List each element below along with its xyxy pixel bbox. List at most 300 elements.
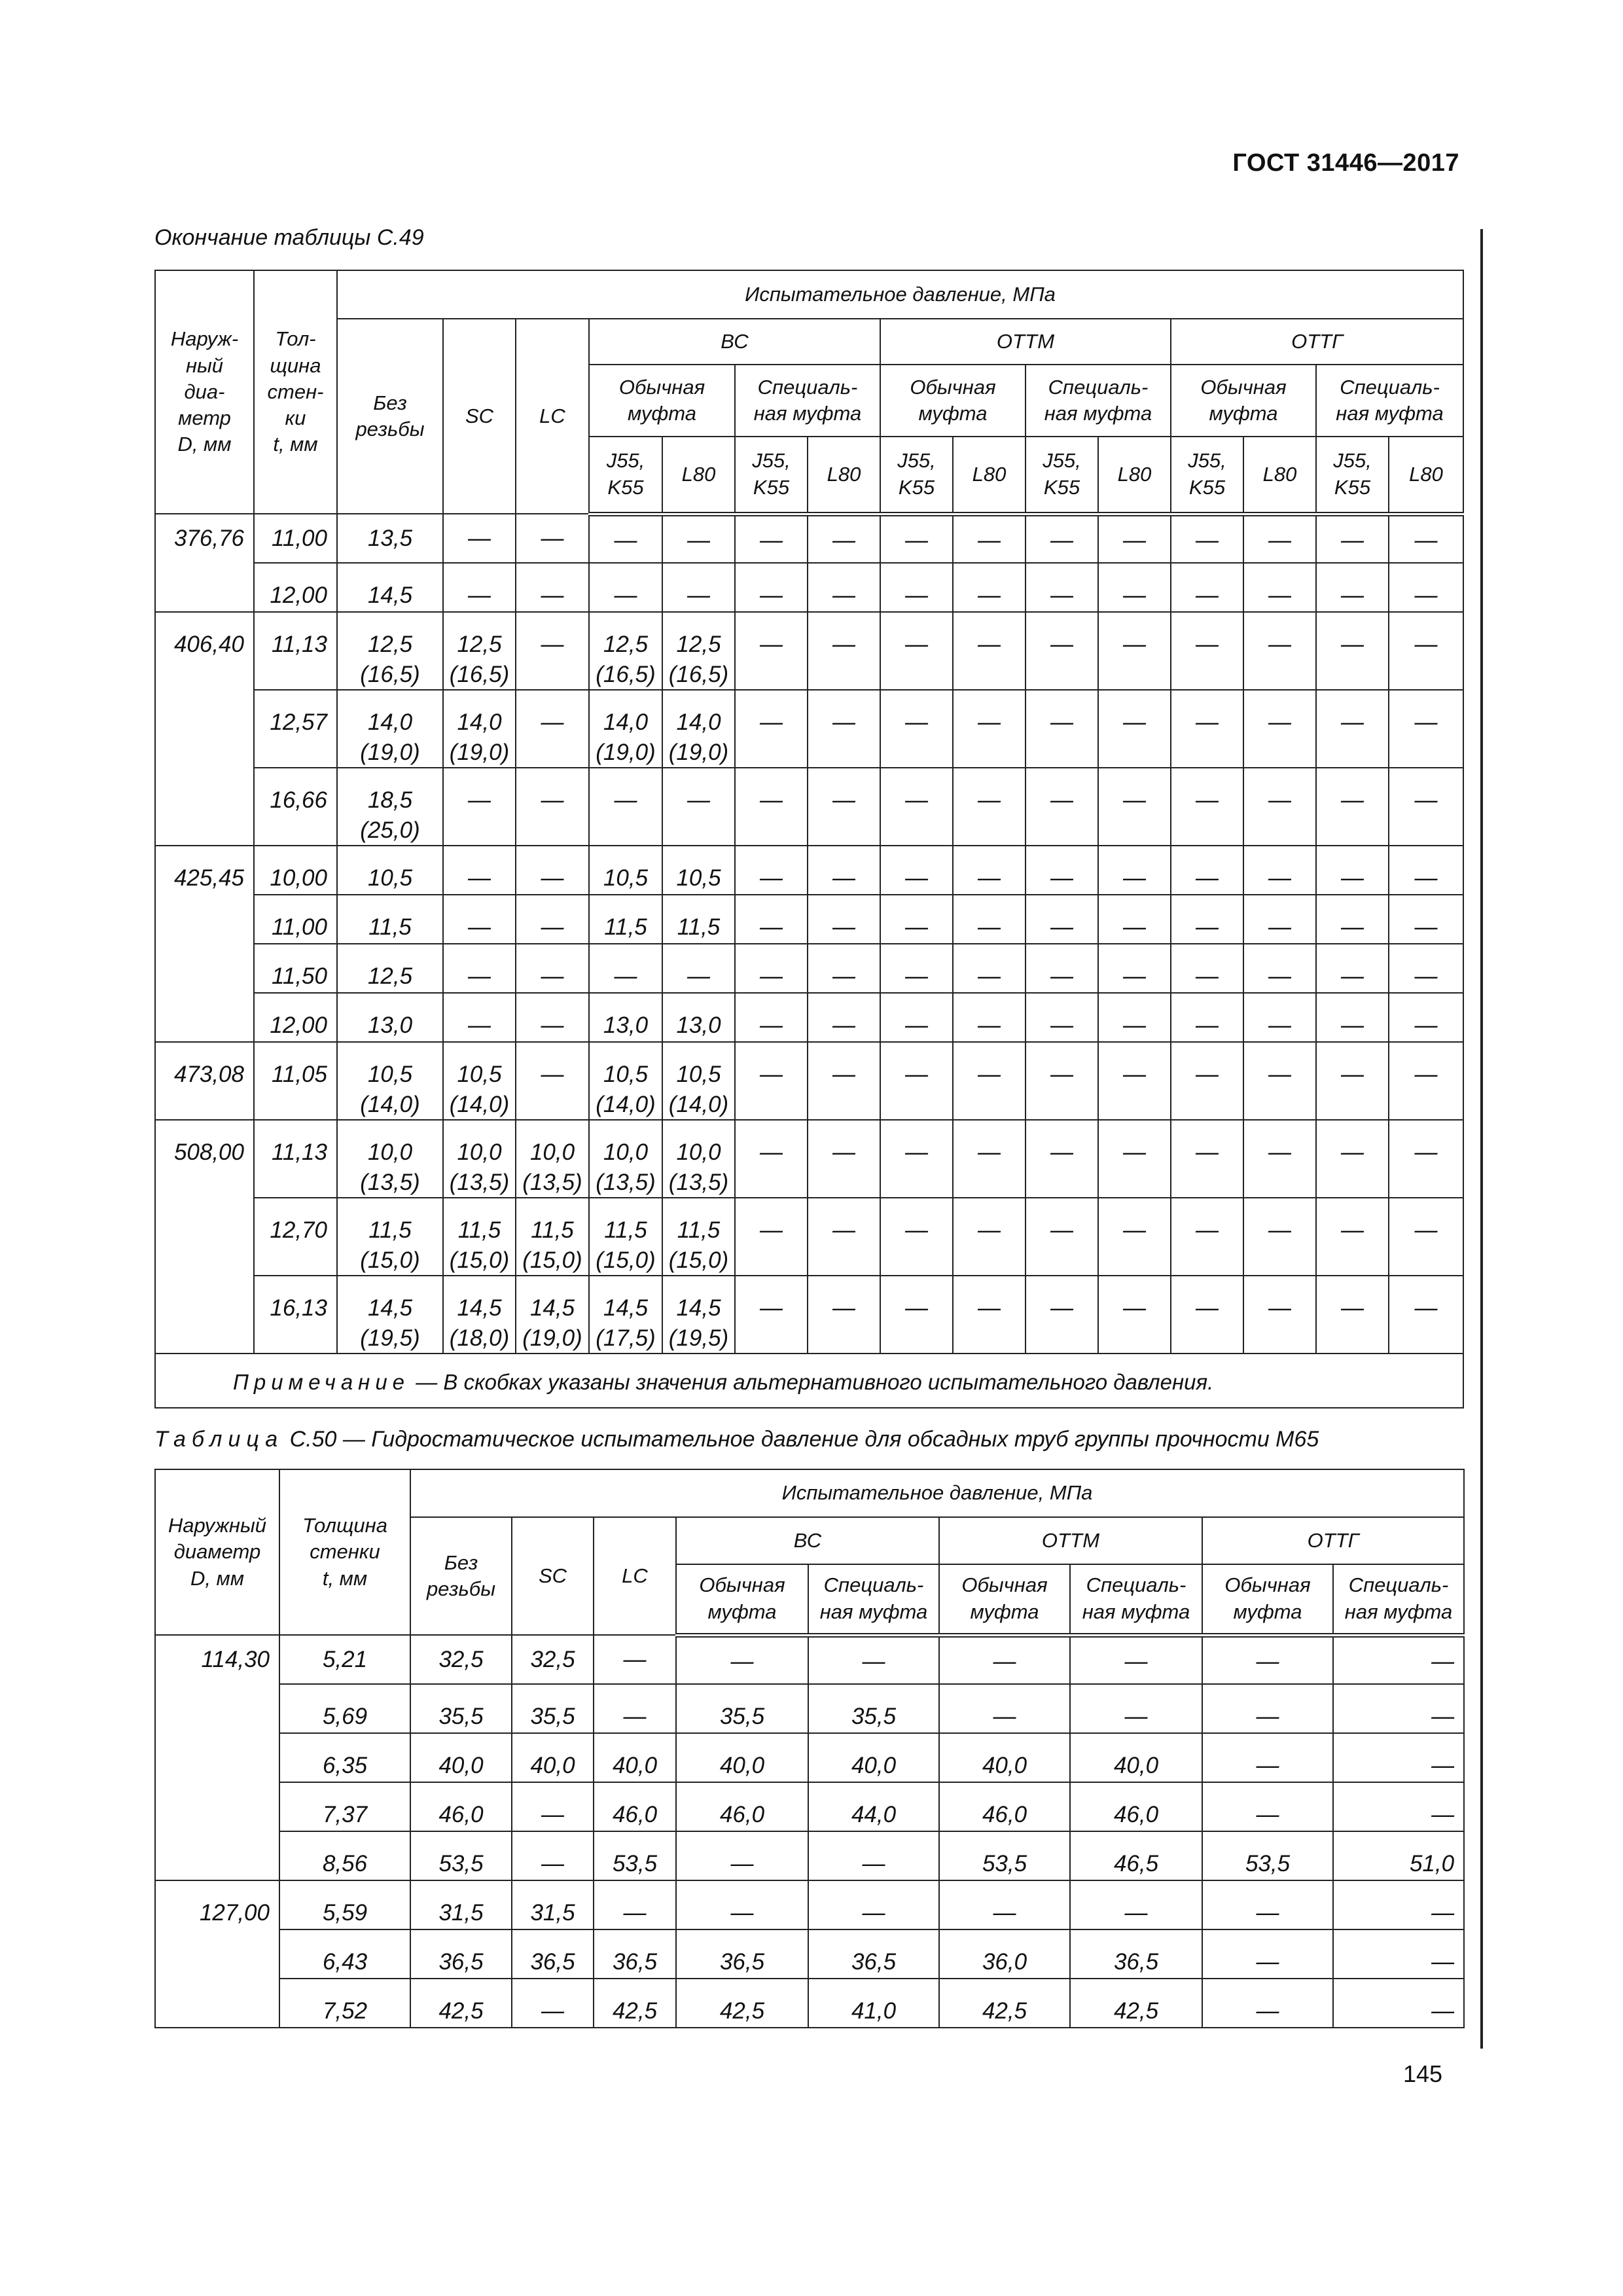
cell-ottg-regular-l80: — [1243, 1198, 1316, 1276]
cell-ottg-special-l80: — [1389, 1120, 1463, 1198]
col-head-test-pressure: Испытательное давление, МПа [337, 270, 1463, 319]
cell-bc-special: 44,0 [808, 1782, 939, 1831]
cell-ottg-special: — [1333, 1684, 1464, 1733]
cell-ottm-regular-l80: — [953, 768, 1026, 846]
cell-ottg-special-j55: — [1316, 1042, 1389, 1120]
cell-no-thread: 10,0 (13,5) [337, 1120, 443, 1198]
cell-ottm-regular-j55: — [880, 895, 953, 944]
cell-ottm-regular-j55: — [880, 768, 953, 846]
cell-ottm-regular-j55: — [880, 1042, 953, 1120]
cell-bc-special-j55: — [735, 993, 808, 1042]
cell-bc-regular: 46,0 [676, 1782, 808, 1831]
cell-sc: — [443, 768, 516, 846]
cell-wall: 6,35 [279, 1733, 410, 1782]
cell-bc-regular: — [676, 1880, 808, 1929]
cell-ottm-regular-j55: — [880, 993, 953, 1042]
cell-ottm-special-j55: — [1026, 514, 1098, 563]
col-head-special-coupling: Специаль- ная муфта [1070, 1564, 1202, 1635]
table-row [155, 944, 1463, 993]
table-row [155, 1929, 1464, 1979]
cell-ottg-regular-j55: — [1171, 1276, 1243, 1354]
cell-ottg-regular-l80: — [1243, 690, 1316, 768]
note-label: Примечание [233, 1370, 410, 1394]
cell-lc: — [516, 895, 589, 944]
document-standard-code: ГОСТ 31446—2017 [1232, 149, 1459, 177]
cell-bc-regular-l80: 10,0 (13,5) [662, 1120, 735, 1198]
cell-bc-regular-l80: 10,5 (14,0) [662, 1042, 735, 1120]
cell-ottg-regular-j55: — [1171, 1042, 1243, 1120]
table-c50 [154, 1469, 1465, 2028]
cell-ottm-special-l80: — [1098, 1120, 1171, 1198]
cell-bc-special-l80: — [808, 1042, 880, 1120]
cell-ottg-special-l80: — [1389, 1198, 1463, 1276]
cell-bc-special-l80: — [808, 1120, 880, 1198]
cell-bc-special-l80: — [808, 1198, 880, 1276]
col-head-regular-coupling: Обычная муфта [880, 365, 1026, 437]
cell-ottg-regular-l80: — [1243, 612, 1316, 690]
cell-lc: 14,5 (19,0) [516, 1276, 589, 1354]
table-row [155, 895, 1463, 944]
cell-bc-regular-l80: — [662, 514, 735, 563]
cell-diameter: 406,40 [155, 612, 254, 846]
cell-bc-special-l80: — [808, 612, 880, 690]
cell-ottg-special-j55: — [1316, 690, 1389, 768]
cell-ottm-special-j55: — [1026, 1042, 1098, 1120]
cell-ottm-special-j55: — [1026, 563, 1098, 612]
cell-bc-special-j55: — [735, 612, 808, 690]
cell-ottg-special-l80: — [1389, 1276, 1463, 1354]
col-head-j55: J55, K55 [1026, 437, 1098, 514]
cell-no-thread: 36,5 [410, 1929, 512, 1979]
col-head-bc: ВС [589, 319, 880, 365]
cell-ottg-regular-l80: — [1243, 1120, 1316, 1198]
cell-ottg-special-l80: — [1389, 514, 1463, 563]
cell-ottm-special-l80: — [1098, 612, 1171, 690]
cell-bc-special-l80: — [808, 895, 880, 944]
cell-ottm-special-j55: — [1026, 993, 1098, 1042]
cell-sc: — [512, 1979, 594, 2028]
cell-ottm-regular: — [939, 1684, 1070, 1733]
cell-sc: 32,5 [512, 1635, 594, 1684]
cell-bc-special: 36,5 [808, 1929, 939, 1979]
cell-ottm-regular-j55: — [880, 1120, 953, 1198]
cell-ottg-regular: — [1202, 1635, 1333, 1684]
cell-lc: 42,5 [594, 1979, 676, 2028]
col-head-diameter: Наружный диаметр D, мм [155, 1469, 279, 1635]
cell-ottg-special-l80: — [1389, 612, 1463, 690]
cell-no-thread: 14,5 [337, 563, 443, 612]
cell-no-thread: 42,5 [410, 1979, 512, 2028]
cell-ottm-regular: 40,0 [939, 1733, 1070, 1782]
cell-wall: 11,00 [254, 895, 337, 944]
cell-lc: — [516, 563, 589, 612]
col-head-regular-coupling: Обычная муфта [589, 365, 735, 437]
col-head-j55: J55, K55 [1171, 437, 1243, 514]
cell-ottg-regular: — [1202, 1979, 1333, 2028]
cell-ottm-special-l80: — [1098, 514, 1171, 563]
col-head-special-coupling: Специаль- ная муфта [1316, 365, 1463, 437]
cell-ottg-regular-j55: — [1171, 1120, 1243, 1198]
cell-ottm-regular-l80: — [953, 846, 1026, 895]
table-row [155, 690, 1463, 768]
cell-wall: 12,57 [254, 690, 337, 768]
cell-ottm-regular-l80: — [953, 612, 1026, 690]
cell-wall: 5,59 [279, 1880, 410, 1929]
cell-bc-special-j55: — [735, 768, 808, 846]
cell-bc-regular-l80: — [662, 768, 735, 846]
col-head-wall: Толщина стенки t, мм [279, 1469, 410, 1635]
cell-ottm-regular-l80: — [953, 690, 1026, 768]
cell-bc-regular-j55: 12,5 (16,5) [589, 612, 662, 690]
cell-ottm-regular-l80: — [953, 1276, 1026, 1354]
cell-ottm-special: — [1070, 1880, 1202, 1929]
cell-ottm-regular: — [939, 1880, 1070, 1929]
table-row [155, 1684, 1464, 1733]
cell-wall: 7,52 [279, 1979, 410, 2028]
cell-ottg-regular-j55: — [1171, 612, 1243, 690]
cell-diameter: 376,76 [155, 514, 254, 612]
cell-sc: — [443, 895, 516, 944]
cell-bc-special: — [808, 1831, 939, 1880]
col-head-sc: SC [443, 319, 516, 514]
cell-ottg-special-l80: — [1389, 563, 1463, 612]
cell-ottg-special-j55: — [1316, 563, 1389, 612]
cell-wall: 8,56 [279, 1831, 410, 1880]
cell-ottg-regular-j55: — [1171, 690, 1243, 768]
cell-ottm-special-l80: — [1098, 1042, 1171, 1120]
col-head-l80: L80 [1243, 437, 1316, 514]
cell-ottg-regular-l80: — [1243, 944, 1316, 993]
cell-sc: — [443, 846, 516, 895]
cell-bc-special-j55: — [735, 1198, 808, 1276]
cell-bc-special: 40,0 [808, 1733, 939, 1782]
table-row [155, 1782, 1464, 1831]
cell-lc: 53,5 [594, 1831, 676, 1880]
cell-ottg-regular: — [1202, 1929, 1333, 1979]
col-head-ottm: ОТТМ [880, 319, 1171, 365]
cell-ottm-regular-l80: — [953, 895, 1026, 944]
col-head-regular-coupling: Обычная муфта [1202, 1564, 1333, 1635]
table-row [155, 1042, 1463, 1120]
cell-ottm-regular-l80: — [953, 514, 1026, 563]
cell-diameter: 473,08 [155, 1042, 254, 1120]
cell-ottg-special-l80: — [1389, 1042, 1463, 1120]
cell-ottg-regular-j55: — [1171, 514, 1243, 563]
cell-ottg-regular: 53,5 [1202, 1831, 1333, 1880]
cell-ottg-regular-l80: — [1243, 768, 1316, 846]
cell-lc: 10,0 (13,5) [516, 1120, 589, 1198]
cell-ottm-special-l80: — [1098, 690, 1171, 768]
cell-no-thread: 11,5 (15,0) [337, 1198, 443, 1276]
cell-ottm-regular-j55: — [880, 563, 953, 612]
cell-no-thread: 13,0 [337, 993, 443, 1042]
cell-ottg-special-j55: — [1316, 612, 1389, 690]
cell-wall: 11,13 [254, 612, 337, 690]
cell-sc: 35,5 [512, 1684, 594, 1733]
cell-bc-regular-j55: — [589, 768, 662, 846]
cell-lc: — [516, 944, 589, 993]
cell-bc-special-j55: — [735, 1120, 808, 1198]
cell-ottm-regular: 46,0 [939, 1782, 1070, 1831]
cell-bc-regular-l80: 11,5 (15,0) [662, 1198, 735, 1276]
cell-ottg-special-j55: — [1316, 768, 1389, 846]
note-text: — В скобках указаны значения альтернативного испытательного давления. [410, 1370, 1214, 1394]
cell-sc: 40,0 [512, 1733, 594, 1782]
cell-bc-regular-j55: 13,0 [589, 993, 662, 1042]
cell-sc: 36,5 [512, 1929, 594, 1979]
col-head-j55: J55, K55 [735, 437, 808, 514]
cell-ottg-special-l80: — [1389, 846, 1463, 895]
cell-bc-special-l80: — [808, 690, 880, 768]
col-head-regular-coupling: Обычная муфта [676, 1564, 808, 1635]
cell-ottg-special-l80: — [1389, 768, 1463, 846]
col-head-l80: L80 [808, 437, 880, 514]
cell-ottm-special-l80: — [1098, 1276, 1171, 1354]
cell-wall: 12,70 [254, 1198, 337, 1276]
cell-wall: 11,13 [254, 1120, 337, 1198]
table-row [155, 1733, 1464, 1782]
cell-no-thread: 10,5 (14,0) [337, 1042, 443, 1120]
cell-bc-special: 35,5 [808, 1684, 939, 1733]
cell-ottm-special: — [1070, 1684, 1202, 1733]
cell-ottg-regular-j55: — [1171, 1198, 1243, 1276]
cell-ottm-regular-j55: — [880, 1276, 953, 1354]
col-head-special-coupling: Специаль- ная муфта [1333, 1564, 1464, 1635]
cell-wall: 7,37 [279, 1782, 410, 1831]
cell-bc-regular-l80: 14,0 (19,0) [662, 690, 735, 768]
cell-wall: 11,00 [254, 514, 337, 563]
col-head-no-thread: Без резьбы [410, 1517, 512, 1635]
cell-bc-special: — [808, 1635, 939, 1684]
cell-bc-regular-j55: — [589, 944, 662, 993]
cell-ottg-regular-l80: — [1243, 1042, 1316, 1120]
cell-bc-regular-l80: 12,5 (16,5) [662, 612, 735, 690]
cell-ottm-special-j55: — [1026, 895, 1098, 944]
table-row [155, 1198, 1463, 1276]
cell-lc: — [516, 993, 589, 1042]
page-number: 145 [1403, 2060, 1443, 2087]
cell-no-thread: 35,5 [410, 1684, 512, 1733]
cell-bc-regular: 35,5 [676, 1684, 808, 1733]
cell-sc: 14,0 (19,0) [443, 690, 516, 768]
cell-sc: — [512, 1782, 594, 1831]
cell-ottg-special-l80: — [1389, 993, 1463, 1042]
cell-ottg-special-j55: — [1316, 1120, 1389, 1198]
cell-ottg-special-j55: — [1316, 895, 1389, 944]
cell-no-thread: 31,5 [410, 1880, 512, 1929]
cell-bc-regular: 40,0 [676, 1733, 808, 1782]
table-c49-caption: Окончание таблицы С.49 [154, 225, 424, 250]
caption-label: Таблица [154, 1427, 284, 1452]
cell-sc: — [443, 993, 516, 1042]
cell-ottm-special: 46,0 [1070, 1782, 1202, 1831]
cell-lc: 36,5 [594, 1929, 676, 1979]
cell-lc: 11,5 (15,0) [516, 1198, 589, 1276]
cell-ottm-regular-j55: — [880, 944, 953, 993]
table-row [155, 768, 1463, 846]
cell-ottm-regular: 42,5 [939, 1979, 1070, 2028]
table-row [155, 1880, 1464, 1929]
col-head-bc: ВС [676, 1517, 939, 1564]
col-head-l80: L80 [1389, 437, 1463, 514]
cell-ottg-special: — [1333, 1635, 1464, 1684]
table-c50-caption [154, 1427, 1319, 1452]
cell-wall: 12,00 [254, 993, 337, 1042]
table-row [155, 1635, 1464, 1684]
cell-bc-special-l80: — [808, 944, 880, 993]
cell-lc: — [516, 514, 589, 563]
cell-ottm-special: 46,5 [1070, 1831, 1202, 1880]
cell-wall: 12,00 [254, 563, 337, 612]
cell-lc: — [516, 1042, 589, 1120]
cell-ottm-special: 42,5 [1070, 1979, 1202, 2028]
cell-wall: 11,50 [254, 944, 337, 993]
cell-wall: 16,66 [254, 768, 337, 846]
cell-wall: 5,21 [279, 1635, 410, 1684]
cell-ottm-regular-l80: — [953, 1120, 1026, 1198]
cell-ottg-regular-j55: — [1171, 846, 1243, 895]
col-head-wall: Тол- щина стен- ки t, мм [254, 270, 337, 514]
table-row [155, 846, 1463, 895]
cell-no-thread: 14,5 (19,5) [337, 1276, 443, 1354]
cell-bc-regular-l80: 11,5 [662, 895, 735, 944]
cell-wall: 11,05 [254, 1042, 337, 1120]
cell-bc-regular-j55: 14,5 (17,5) [589, 1276, 662, 1354]
cell-ottm-special-j55: — [1026, 768, 1098, 846]
cell-ottm-regular-l80: — [953, 563, 1026, 612]
cell-wall: 6,43 [279, 1929, 410, 1979]
table-c49 [154, 270, 1464, 1408]
cell-bc-special-j55: — [735, 846, 808, 895]
cell-wall: 5,69 [279, 1684, 410, 1733]
cell-sc: 10,0 (13,5) [443, 1120, 516, 1198]
table-row [155, 514, 1463, 563]
cell-bc-regular: 36,5 [676, 1929, 808, 1979]
col-head-l80: L80 [662, 437, 735, 514]
cell-ottm-regular-l80: — [953, 944, 1026, 993]
col-head-ottg: ОТТГ [1171, 319, 1463, 365]
cell-ottm-special-l80: — [1098, 944, 1171, 993]
cell-ottm-special-l80: — [1098, 993, 1171, 1042]
cell-bc-regular: — [676, 1635, 808, 1684]
cell-lc: — [594, 1880, 676, 1929]
table-row [155, 1831, 1464, 1880]
cell-no-thread: 12,5 (16,5) [337, 612, 443, 690]
cell-ottg-regular-j55: — [1171, 944, 1243, 993]
cell-bc-regular-l80: 13,0 [662, 993, 735, 1042]
col-head-regular-coupling: Обычная муфта [939, 1564, 1070, 1635]
col-head-sc: SC [512, 1517, 594, 1635]
cell-ottg-regular: — [1202, 1684, 1333, 1733]
cell-ottm-special-j55: — [1026, 1120, 1098, 1198]
cell-diameter: 114,30 [155, 1635, 279, 1880]
cell-bc-special: — [808, 1880, 939, 1929]
cell-ottm-special-j55: — [1026, 944, 1098, 993]
cell-bc-special-l80: — [808, 1276, 880, 1354]
cell-lc: — [516, 846, 589, 895]
cell-bc-regular-j55: 11,5 (15,0) [589, 1198, 662, 1276]
cell-ottg-regular-l80: — [1243, 846, 1316, 895]
cell-bc-special: 41,0 [808, 1979, 939, 2028]
cell-no-thread: 13,5 [337, 514, 443, 563]
col-head-test-pressure: Испытательное давление, МПа [410, 1469, 1464, 1517]
cell-bc-special-j55: — [735, 895, 808, 944]
margin-rule [1480, 229, 1483, 2049]
cell-ottm-regular: 36,0 [939, 1929, 1070, 1979]
cell-no-thread: 14,0 (19,0) [337, 690, 443, 768]
cell-diameter: 508,00 [155, 1120, 254, 1354]
cell-ottg-regular-l80: — [1243, 514, 1316, 563]
cell-diameter: 127,00 [155, 1880, 279, 2028]
col-head-ottg: ОТТГ [1202, 1517, 1464, 1564]
cell-sc: 11,5 (15,0) [443, 1198, 516, 1276]
cell-ottg-regular-l80: — [1243, 1276, 1316, 1354]
cell-ottg-special: — [1333, 1782, 1464, 1831]
cell-lc: — [594, 1684, 676, 1733]
cell-no-thread: 40,0 [410, 1733, 512, 1782]
cell-lc: 46,0 [594, 1782, 676, 1831]
cell-bc-special-l80: — [808, 768, 880, 846]
cell-bc-special-j55: — [735, 690, 808, 768]
cell-ottm-regular-l80: — [953, 1042, 1026, 1120]
cell-sc: 12,5 (16,5) [443, 612, 516, 690]
cell-ottg-special: — [1333, 1880, 1464, 1929]
cell-ottm-special: 40,0 [1070, 1733, 1202, 1782]
caption-text: С.50 — Гидростатическое испытательное давление для обсадных труб группы прочности М65 [283, 1427, 1319, 1452]
cell-bc-regular: — [676, 1831, 808, 1880]
cell-ottg-regular-j55: — [1171, 895, 1243, 944]
cell-ottm-special-l80: — [1098, 895, 1171, 944]
cell-lc: — [516, 768, 589, 846]
cell-lc: — [594, 1635, 676, 1684]
cell-ottg-regular: — [1202, 1782, 1333, 1831]
table-row [155, 612, 1463, 690]
cell-ottg-special-j55: — [1316, 1276, 1389, 1354]
cell-ottg-special-j55: — [1316, 993, 1389, 1042]
cell-ottg-regular-l80: — [1243, 993, 1316, 1042]
cell-diameter: 425,45 [155, 846, 254, 1042]
col-head-no-thread: Без резьбы [337, 319, 443, 514]
cell-sc: 14,5 (18,0) [443, 1276, 516, 1354]
cell-wall: 16,13 [254, 1276, 337, 1354]
table-c49-note [155, 1354, 1463, 1408]
cell-bc-regular-l80: 14,5 (19,5) [662, 1276, 735, 1354]
cell-ottg-special: — [1333, 1979, 1464, 2028]
cell-ottg-special-l80: — [1389, 944, 1463, 993]
cell-ottg-special-j55: — [1316, 514, 1389, 563]
cell-no-thread: 10,5 [337, 846, 443, 895]
cell-no-thread: 46,0 [410, 1782, 512, 1831]
cell-wall: 10,00 [254, 846, 337, 895]
cell-ottg-special-j55: — [1316, 944, 1389, 993]
cell-lc: — [516, 690, 589, 768]
cell-no-thread: 11,5 [337, 895, 443, 944]
cell-ottg-special-l80: — [1389, 690, 1463, 768]
cell-ottm-special-l80: — [1098, 1198, 1171, 1276]
cell-no-thread: 12,5 [337, 944, 443, 993]
cell-ottm-regular-j55: — [880, 690, 953, 768]
cell-ottm-special: — [1070, 1635, 1202, 1684]
cell-ottm-regular: 53,5 [939, 1831, 1070, 1880]
cell-bc-special-l80: — [808, 563, 880, 612]
col-head-regular-coupling: Обычная муфта [1171, 365, 1316, 437]
cell-ottm-special: 36,5 [1070, 1929, 1202, 1979]
cell-bc-special-j55: — [735, 1042, 808, 1120]
cell-sc: — [443, 514, 516, 563]
col-head-l80: L80 [953, 437, 1026, 514]
cell-bc-regular-j55: 14,0 (19,0) [589, 690, 662, 768]
cell-ottm-special-j55: — [1026, 846, 1098, 895]
